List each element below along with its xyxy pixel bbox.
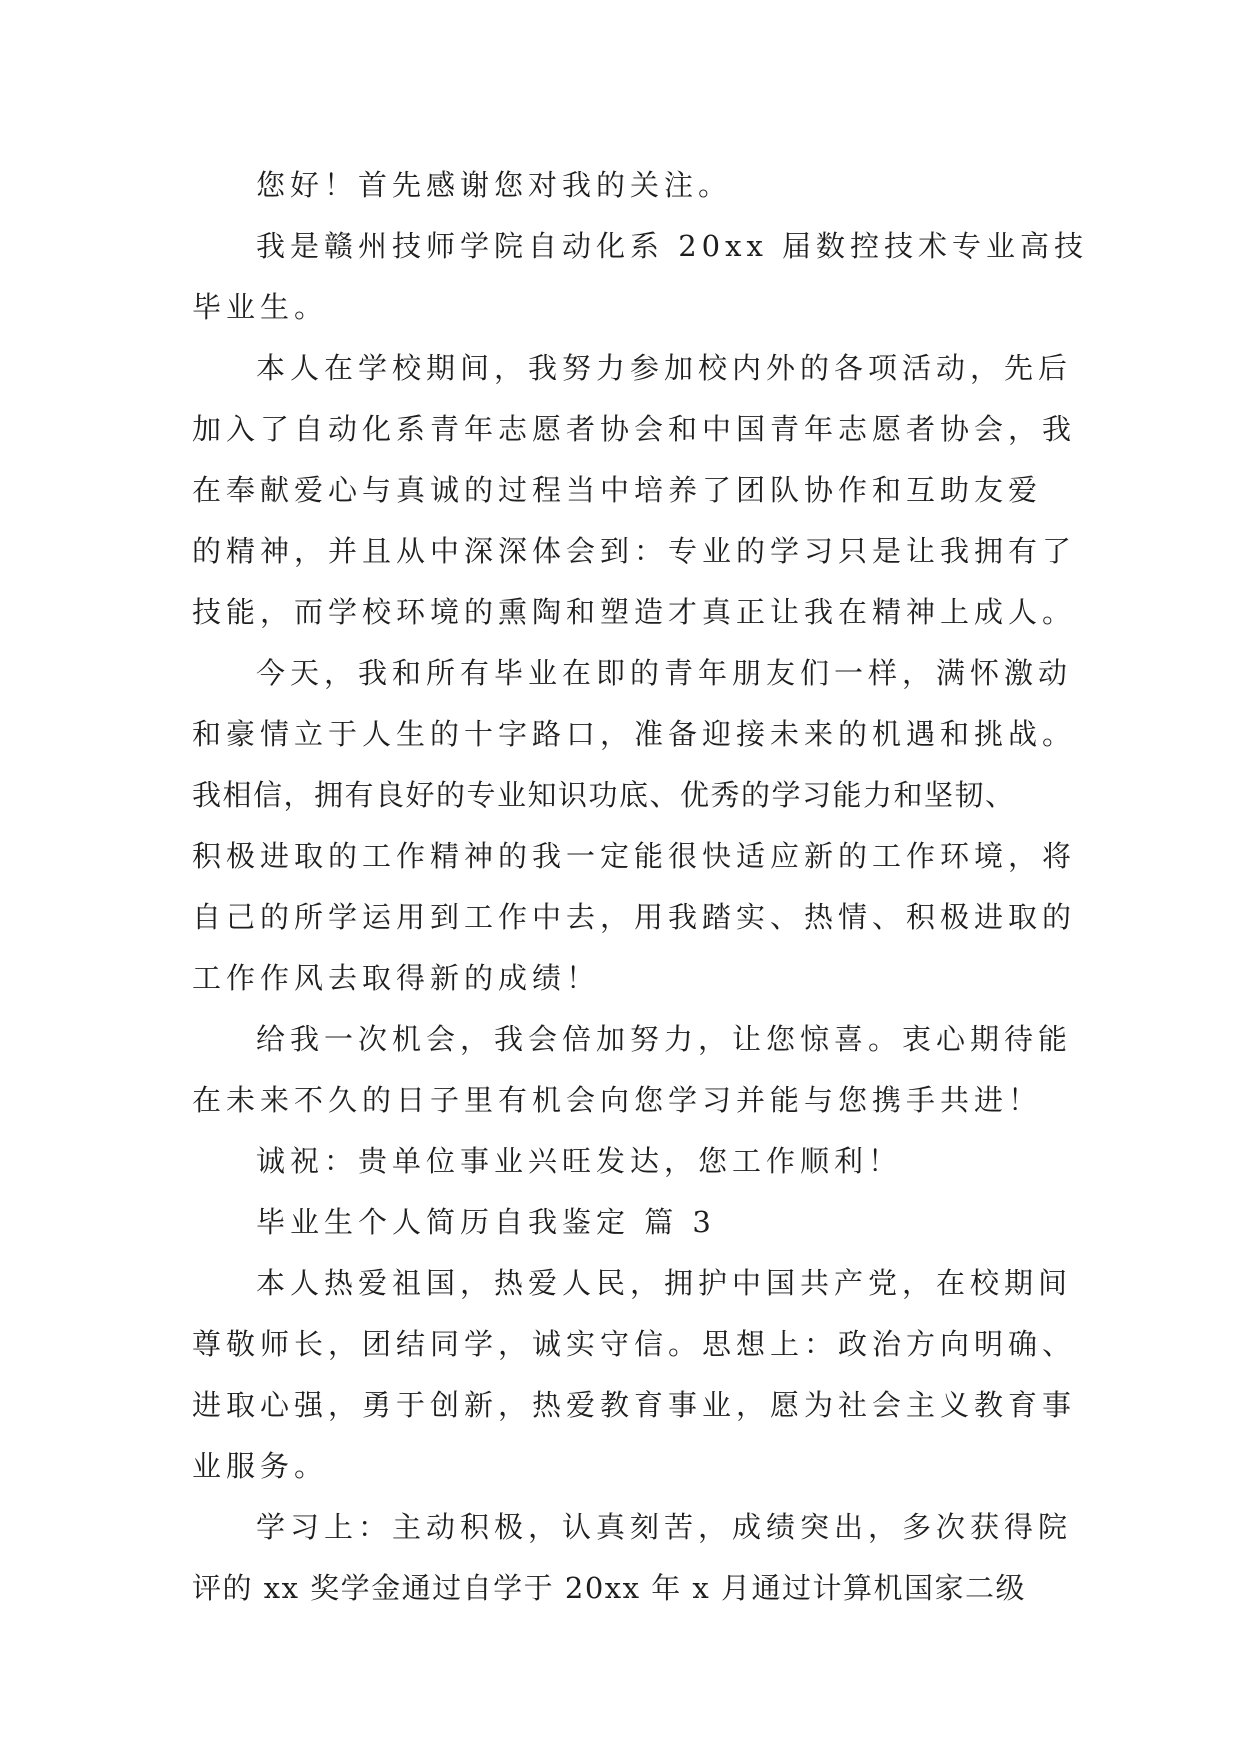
section-heading: 毕业生个人简历自我鉴定 篇 3: [256, 1205, 716, 1239]
text-line: 评的 xx 奖学金通过自学于 20xx 年 x 月通过计算机国家二级: [192, 1571, 1026, 1605]
text-line: 我是赣州技师学院自动化系 20xx 届数控技术专业高技: [256, 229, 1089, 263]
text-line: 尊敬师长，团结同学，诚实守信。思想上：政治方向明确、: [192, 1327, 1077, 1361]
text-line: 工作作风去取得新的成绩！: [192, 961, 601, 995]
text-line: 积极进取的工作精神的我一定能很快适应新的工作环境，将: [192, 839, 1077, 873]
text-line: 在未来不久的日子里有机会向您学习并能与您携手共进！: [192, 1083, 1043, 1117]
text-line: 在奉献爱心与真诚的过程当中培养了团队协作和互助友爱: [192, 473, 1043, 507]
text-line: 本人在学校期间，我努力参加校内外的各项活动，先后: [256, 351, 1073, 385]
document-body: [192, 155, 1089, 1619]
text-line: 自己的所学运用到工作中去，用我踏实、热情、积极进取的: [192, 900, 1077, 934]
text-line: 进取心强，勇于创新，热爱教育事业，愿为社会主义教育事: [192, 1388, 1077, 1422]
text-line: 我相信，拥有良好的专业知识功底、优秀的学习能力和坚韧、: [192, 778, 1016, 812]
text-line: 技能，而学校环境的熏陶和塑造才真正让我在精神上成人。: [192, 595, 1077, 629]
text-line: 给我一次机会，我会倍加努力，让您惊喜。衷心期待能: [256, 1022, 1073, 1056]
text-line: 诚祝：贵单位事业兴旺发达，您工作顺利！: [256, 1144, 903, 1178]
text-line: 和豪情立于人生的十字路口，准备迎接未来的机遇和挑战。: [192, 717, 1077, 751]
text-line: 毕业生。: [192, 290, 329, 324]
text-line: 学习上：主动积极，认真刻苦，成绩突出，多次获得院: [256, 1510, 1073, 1544]
text-line: 业服务。: [192, 1449, 329, 1483]
text-line: 的精神，并且从中深深体会到：专业的学习只是让我拥有了: [192, 534, 1077, 568]
text-line: 加入了自动化系青年志愿者协会和中国青年志愿者协会，我: [192, 412, 1077, 446]
text-line: 今天，我和所有毕业在即的青年朋友们一样，满怀激动: [256, 656, 1073, 690]
text-line: 您好！首先感谢您对我的关注。: [256, 168, 733, 202]
text-line: 本人热爱祖国，热爱人民，拥护中国共产党，在校期间: [256, 1266, 1073, 1300]
